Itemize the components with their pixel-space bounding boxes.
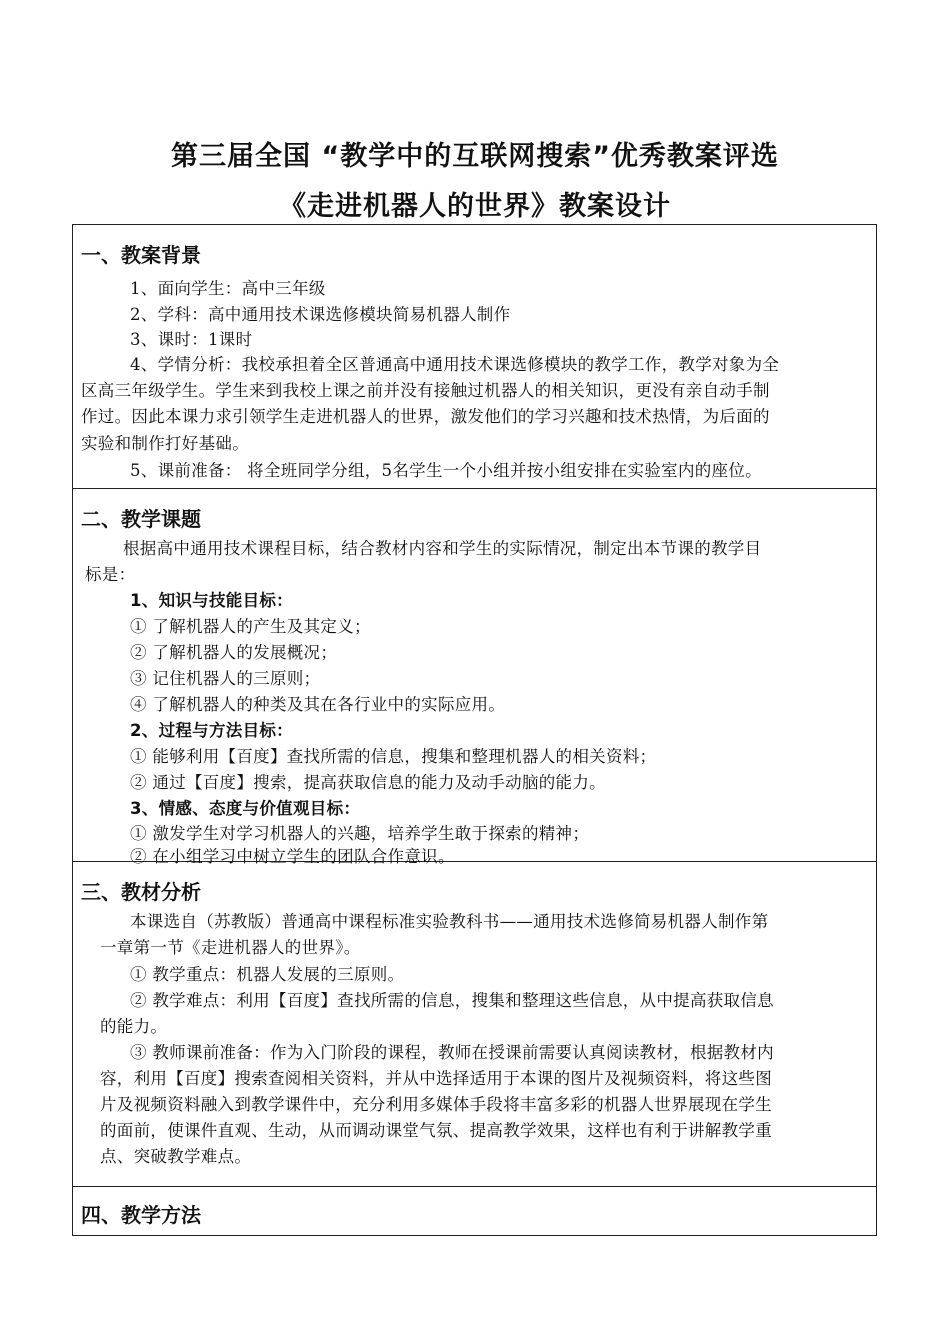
goal-title: 1、知识与技能目标：: [130, 591, 293, 610]
analysis-line: ① 教学重点：机器人发展的三原则。: [130, 965, 405, 984]
background-line: 2、学科：高中通用技术课选修模块简易机器人制作: [130, 305, 511, 324]
analysis-line: 点、突破教学难点。: [100, 1147, 252, 1166]
background-line: 区高三年级学生。学生来到我校上课之前并没有接触过机器人的相关知识，更没有亲自动手制: [81, 381, 770, 400]
topic-intro-line: 标是：: [85, 565, 136, 584]
section-background: [73, 225, 876, 489]
goal-title: 3、情感、态度与价值观目标：: [130, 799, 361, 818]
topic-intro-line: 根据高中通用技术课程目标，结合教材内容和学生的实际情况，制定出本节课的教学目: [123, 539, 762, 558]
goal-title: 2、过程与方法目标：: [130, 721, 293, 740]
analysis-line: ② 教学难点：利用【百度】查找所需的信息，搜集和整理这些信息，从中提高获取信息: [130, 991, 774, 1010]
analysis-line: 一章第一节《走进机器人的世界》。: [100, 938, 361, 957]
section-topic: [73, 489, 876, 866]
background-line: 5、课前准备： 将全班同学分组，5名学生一个小组并按小组安排在实验室内的座位。: [130, 461, 762, 480]
section-analysis: [73, 862, 876, 1187]
goal-item: ③ 记住机器人的三原则；: [130, 669, 321, 688]
section-heading: 三、教材分析: [81, 880, 201, 904]
section-heading: 二、教学课题: [81, 507, 201, 531]
analysis-line: 本课选自（苏教版）普通高中课程标准实验教科书——通用技术选修简易机器人制作第: [130, 912, 769, 931]
goal-item: ④ 了解机器人的种类及其在各行业中的实际应用。: [130, 695, 506, 714]
section-heading: 一、教案背景: [81, 243, 201, 267]
goal-item: ② 通过【百度】搜索，提高获取信息的能力及动手动脑的能力。: [130, 773, 606, 792]
document-subtitle: 《走进机器人的世界》教案设计: [279, 191, 671, 222]
analysis-line: 片及视频资料融入到教学课件中，充分利用多媒体手段将丰富多彩的机器人世界展现在学生: [100, 1095, 772, 1114]
goal-item: ② 在小组学习中树立学生的团队合作意识。: [130, 847, 455, 866]
background-line: 实验和制作打好基础。: [81, 434, 249, 453]
lesson-plan-table: [72, 224, 877, 1236]
goal-item: ① 能够利用【百度】查找所需的信息，搜集和整理机器人的相关资料；: [130, 747, 657, 766]
analysis-line: 的能力。: [100, 1017, 168, 1036]
analysis-line: 容，利用【百度】搜索查阅相关资料，并从中选择适用于本课的图片及视频资料，将这些图: [100, 1069, 772, 1088]
background-line: 3、课时：1课时: [130, 330, 253, 349]
background-line: 1、面向学生：高中三年级: [130, 279, 326, 298]
goal-item: ② 了解机器人的发展概况；: [130, 643, 338, 662]
goal-item: ① 激发学生对学习机器人的兴趣，培养学生敢于探索的精神；: [130, 824, 590, 843]
section-heading: 四、教学方法: [81, 1203, 201, 1227]
analysis-line: 的面前，使课件直观、生动，从而调动课堂气氛、提高教学效果，这样也有利于讲解教学重: [100, 1121, 772, 1140]
section-method: [73, 1187, 876, 1235]
document-title: 第三届全国 “教学中的互联网搜索”优秀教案评选: [171, 141, 779, 172]
goal-item: ① 了解机器人的产生及其定义；: [130, 617, 371, 636]
background-line: 作过。因此本课力求引领学生走进机器人的世界，激发他们的学习兴趣和技术热情，为后面的: [81, 407, 770, 426]
background-line: 4、学情分析：我校承担着全区普通高中通用技术课选修模块的教学工作，教学对象为全: [130, 355, 780, 374]
analysis-line: ③ 教师课前准备：作为入门阶段的课程，教师在授课前需要认真阅读教材，根据教材内: [130, 1043, 774, 1062]
